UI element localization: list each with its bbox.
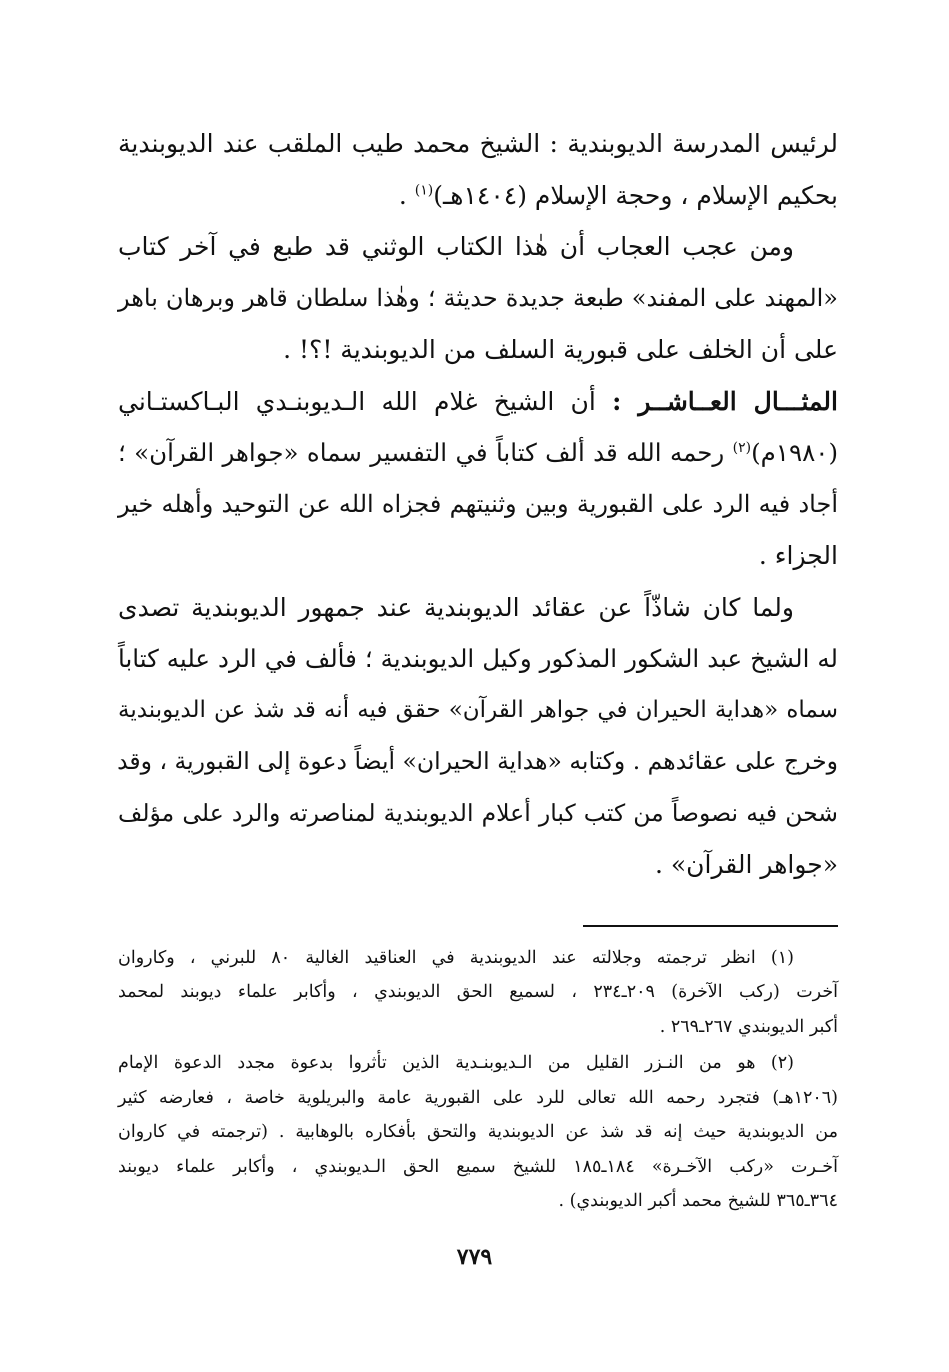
footnote-separator: [583, 925, 838, 927]
paragraph-1: [118, 118, 838, 221]
text-line: أجاد فيه الرد على القبورية وبين وثنيتهم فجزاه الله عن التوحيد وأهله خير: [118, 489, 838, 518]
text-line: ولما كان شاذّاً عن عقائد الديوبندية عند جمهور الديوبندية تصدى: [118, 592, 794, 622]
footnote-line: أكبر الديوبندي ٢٦٧ـ٢٦٩ .: [659, 1016, 838, 1037]
text-segment: .: [398, 180, 415, 210]
text-line: [118, 427, 838, 479]
text-line: [118, 376, 838, 428]
text-segment: (١٩٨٠م): [751, 438, 838, 467]
footnote-line: (١٢٠٦هـ) فتجرد رحمه الله تعالى للرد على القبورية عامة والبريلوية خاصة ، فعارضه كثير: [118, 1087, 838, 1108]
text-line: وخرج على عقائدهم . وكتابه «هداية الحيران» أيضاً دعوة إلى القبورية ، وقد: [117, 747, 838, 775]
text-line: «جواهر القرآن» .: [654, 850, 838, 879]
footnote-ref-2[interactable]: (٢): [732, 439, 752, 456]
main-text: [118, 118, 838, 891]
text-line: [118, 170, 838, 222]
footnote-2: [118, 1046, 838, 1219]
text-segment: بحكيم الإسلام ، وحجة الإسلام (١٤٠٤هـ): [433, 180, 838, 210]
text-line: «المهند على المفند» طبعة جديدة حديثة ؛ وهٰذا سلطان قاهر وبرهان باهر: [118, 283, 838, 312]
paragraph-2: [118, 221, 838, 376]
footnote-line: من الديوبندية حيث إنه قد شذ عن الديوبندية والتحق بأفكاره بالوهابية . (ترجمته في كاروان: [118, 1122, 838, 1142]
footnote-line: (١) انظر ترجمته وجلالته عند الديوبندية في العناقيد الغالية ٨٠ للبرني ، وكاروان: [118, 947, 794, 968]
text-segment: رحمه الله قد ألف كتاباً في التفسير سماه «جواهر القرآن» ؛: [118, 438, 733, 467]
example-heading: المثـــال العــاشــر :: [612, 386, 838, 416]
footnote-line: ٣٦٤ـ٣٦٥ للشيخ محمد أكبر الديوبندي) .: [558, 1191, 838, 1211]
footnote-line: آخـرت «ركب الآخـرة» ١٨٤ـ١٨٥ للشيخ سميع الحق الـديوبندي ، وأكابر علماء ديوبند: [118, 1156, 838, 1177]
paragraph-3: [118, 376, 838, 582]
text-line: شحن فيه نصوصاً من كتب كبار أعلام الديوبندية لمناصرته والرد على مؤلف: [118, 798, 838, 827]
page-number: ٧٧٩: [456, 1244, 493, 1270]
footnote-ref-1[interactable]: (١): [414, 182, 434, 199]
text-segment: أن الشيخ غلام الله الـديوبنـدي البـاكستـاني: [118, 386, 613, 416]
text-line: ومن عجب العجاب أن هٰذا الكتاب الوثني قد طبع في آخر كتاب: [118, 232, 794, 261]
text-line: لرئيس المدرسة الديوبندية : الشيخ محمد طيب الملقب عند الديوبندية: [118, 129, 838, 158]
footnote-line: (٢) هو من النـزر القليل من الـديوبنـدية الذين تأثروا بدعوة مجدد الدعوة الإمام: [118, 1053, 794, 1073]
footnotes: [118, 941, 838, 1219]
text-line: على أن الخلف على قبورية السلف من الديوبندية !؟! .: [283, 335, 838, 364]
page-content: [118, 118, 838, 1221]
text-line: الجزاء .: [758, 541, 838, 570]
paragraph-4: [118, 582, 838, 891]
footnote-line: آخرت (ركب الآخرة) ٢٠٩ـ٢٣٤ ، لسميع الحق الديوبندي ، وأكابر علماء ديوبند لمحمد: [118, 982, 839, 1002]
text-line: سماه «هداية الحيران في جواهر القرآن» حقق فيه أنه قد شذ عن الديوبندية: [118, 696, 838, 723]
text-line: له الشيخ عبد الشكور المذكور وكيل الديوبندية ؛ فألف في الرد عليه كتاباً: [118, 644, 838, 673]
footnote-1: [118, 941, 838, 1045]
